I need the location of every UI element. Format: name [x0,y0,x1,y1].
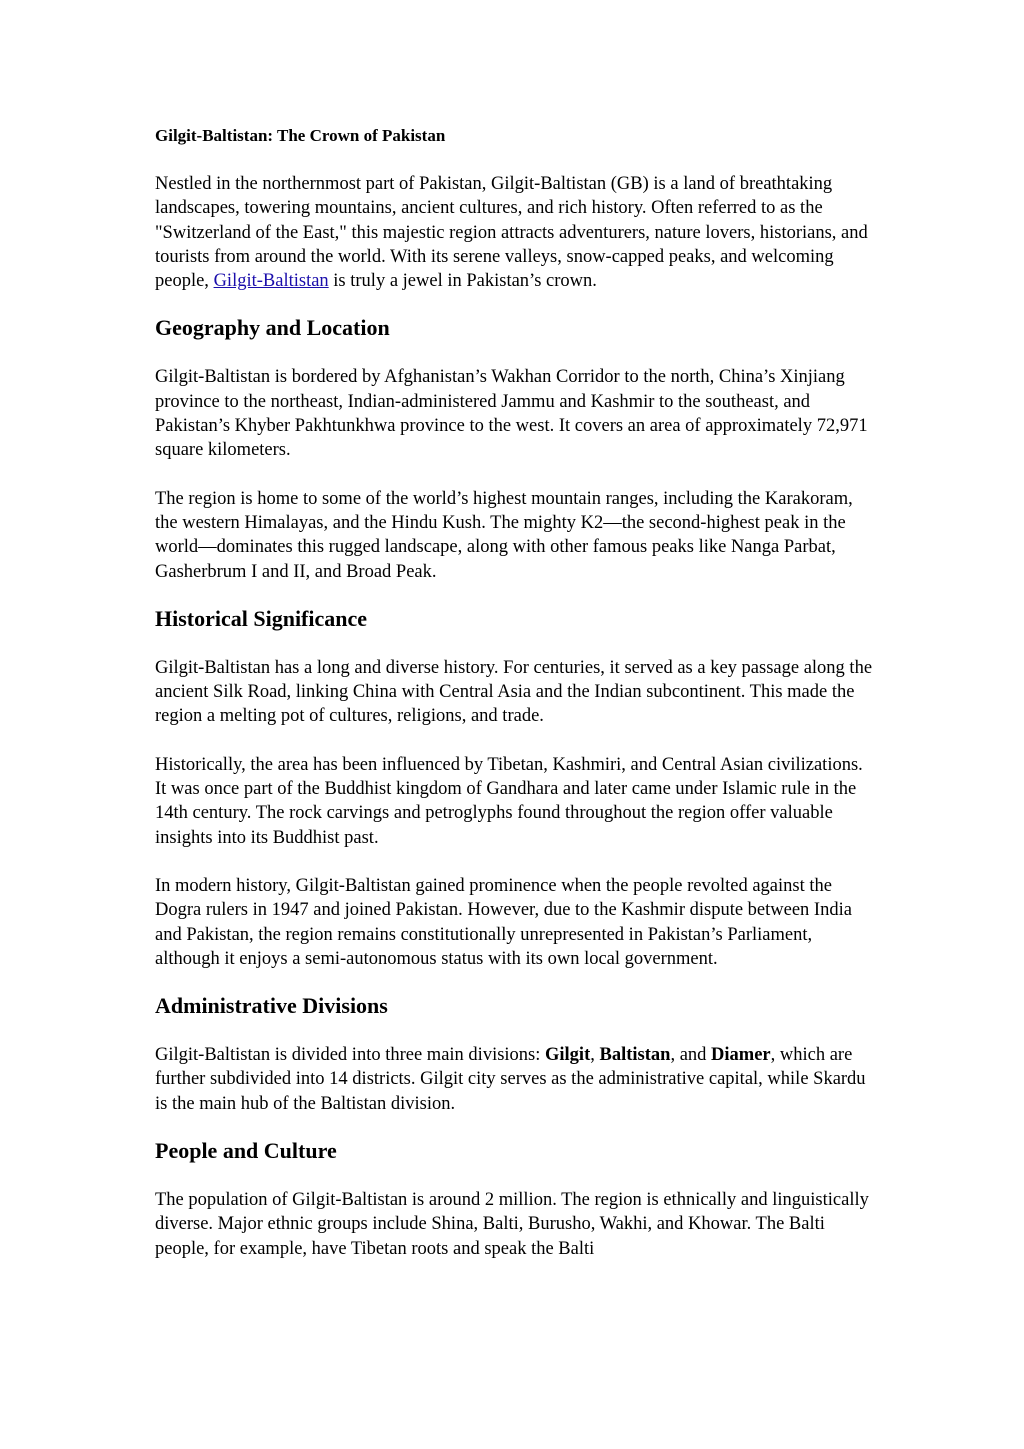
admin-paragraph [155,1043,875,1116]
history-paragraph-3: In modern history, Gilgit-Baltistan gained prominence when the people revolted against the Dogra rulers in 1947 and joined Pakistan. However, due to the Kashmir dispute between India and Pakistan, the region remains constitutionally unrepresented in Pakistan’s Parliament, although it enjoys a semi-autonomous status with its own local government. [155,875,852,969]
geography-heading: Geography and Location [155,315,390,341]
intro-text-end: is truly a jewel in Pakistan’s crown. [328,271,597,292]
document-title: Gilgit-Baltistan: The Crown of Pakistan [155,126,446,145]
division-baltistan: Baltistan [599,1045,671,1066]
gilgit-baltistan-link[interactable]: Gilgit-Baltistan [213,271,329,292]
document-page [155,122,875,1261]
admin-heading: Administrative Divisions [155,993,388,1019]
admin-text-4: , which are further subdivided into 14 districts. Gilgit city serves as the administrative capital, while Skardu is the main hub of the Baltistan division. [155,1045,866,1114]
history-heading: Historical Significance [155,605,368,631]
history-paragraph-1: Gilgit-Baltistan has a long and diverse history. For centuries, it served as a key passage along the ancient Silk Road, linking China with Central Asia and the Indian subcontinent. This made the region a melting pot of cultures, religions, and trade. [155,657,873,727]
geography-paragraph-1: Gilgit-Baltistan is bordered by Afghanistan’s Wakhan Corridor to the north, China’s Xinjiang province to the northeast, Indian-administered Jammu and Kashmir to the southeast, and Pakistan’s Khyber Pakhtunkhwa province to the west. It covers an area of approximately 72,971 square kilometers. [155,367,868,461]
intro-paragraph [155,172,875,293]
intro-text: Nestled in the northernmost part of Pakistan, Gilgit-Baltistan (GB) is a land of breathtaking landscapes, towering mountains, ancient cultures, and rich history. Often referred to as the "Switzerland of the East," this majestic region attracts adventurers, nature lovers, historians, and tourists from around the world. With its serene valleys, snow-capped peaks, and welcoming people, [155,174,868,292]
geography-paragraph-2: The region is home to some of the world’s highest mountain ranges, including the Karakoram, the western Himalayas, and the Hindu Kush. The mighty K2—the second-highest peak in the world—dominates this rugged landscape, along with other famous peaks like Nanga Parbat, Gasherbrum I and II, and Broad Peak. [155,488,853,582]
history-paragraph-2: Historically, the area has been influenced by Tibetan, Kashmiri, and Central Asian civilizations. It was once part of the Buddhist kingdom of Gandhara and later came under Islamic rule in the 14th century. The rock carvings and petroglyphs found throughout the region offer valuable insights into its Buddhist past. [155,754,863,848]
division-gilgit: Gilgit [545,1045,591,1066]
admin-text-1: Gilgit-Baltistan is divided into three main divisions: [155,1045,546,1066]
division-diamer: Diamer [711,1045,771,1066]
people-paragraph-1: The population of Gilgit-Baltistan is around 2 million. The region is ethnically and linguistically diverse. Major ethnic groups include Shina, Balti, Burusho, Wakhi, and Khowar. The Balti people, for example, have Tibetan roots and speak the Balti [155,1190,869,1259]
admin-text-2: , [590,1045,600,1066]
admin-text-3: , and [670,1045,712,1066]
people-heading: People and Culture [155,1138,337,1164]
